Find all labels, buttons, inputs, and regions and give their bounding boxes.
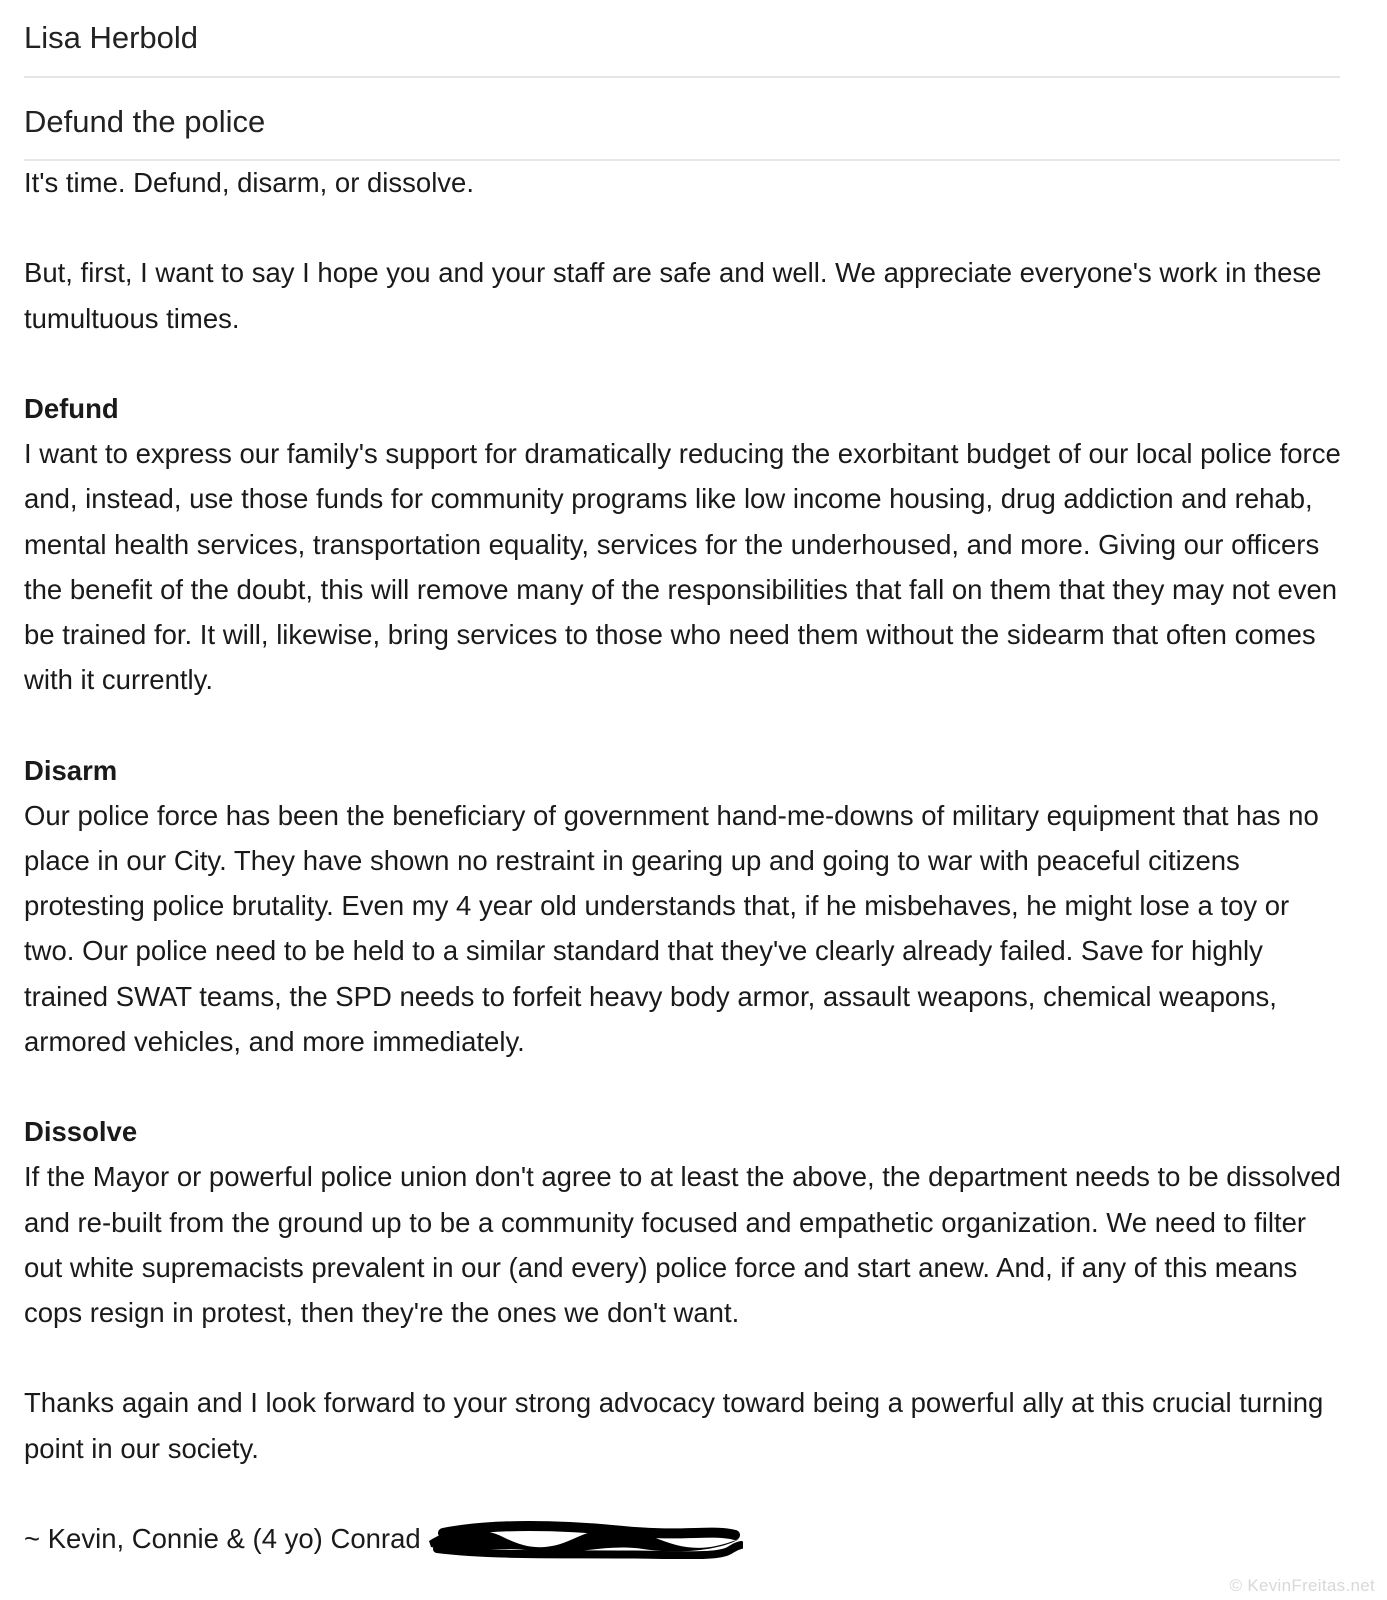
header-divider <box>24 76 1340 78</box>
section-heading-dissolve: Dissolve <box>24 1116 138 1148</box>
section-text-disarm: Our police force has been the beneficiary of government hand-me-downs of military equipment that has no place in our City. They have shown no restraint in gearing up and going to war with peaceful citizens protesting police brutality. Even my 4 year old understands that, if he misbehaves, he might lose a toy or two. Our police need to be held to a similar standard that they've clearly already failed. Save for highly trained SWAT teams, the SPD needs to forfeit heavy body armor, assault weapons, chemical weapons, armored vehicles, and more immediately. <box>24 799 1319 1057</box>
redaction-scribble <box>423 1519 743 1559</box>
section-heading-defund: Defund <box>24 392 119 424</box>
section-text-dissolve: If the Mayor or powerful police union don't agree to at least the above, the department needs to be dissolved and re-built from the ground up to be a community focused and empathetic organization. We need to filter out white supremacists prevalent in our (and every) police force and start anew. And, if any of this means cops resign in protest, then they're the ones we don't want. <box>24 1161 1341 1329</box>
greeting-paragraph: But, first, I want to say I hope you and your staff are safe and well. We appreciate everyone's work in these tumultuous times. <box>24 257 1322 334</box>
signoff-text: ~ Kevin, Connie & (4 yo) Conrad <box>24 1523 421 1554</box>
email-body <box>24 160 1344 1561</box>
section-text-defund: I want to express our family's support for dramatically reducing the exorbitant budget of our local police force and, instead, use those funds for community programs like low income housing, drug addiction and rehab, mental health services, transportation equality, services for the underhoused, and more. Giving our officers the benefit of the doubt, this will remove many of the responsibilities that fall on them that they may not even be trained for. It will, likewise, bring services to those who need them without the sidearm that often comes with it currently. <box>24 438 1341 696</box>
intro-paragraph: It's time. Defund, disarm, or dissolve. <box>24 167 474 198</box>
email-sender: Lisa Herbold <box>24 20 199 55</box>
watermark: © KevinFreitas.net <box>1229 1576 1375 1595</box>
email-subject: Defund the police <box>24 104 266 139</box>
closing-paragraph: Thanks again and I look forward to your strong advocacy toward being a powerful ally at this crucial turning point in our society. <box>24 1387 1324 1464</box>
section-heading-disarm: Disarm <box>24 754 118 786</box>
signoff-line <box>24 1516 1344 1561</box>
